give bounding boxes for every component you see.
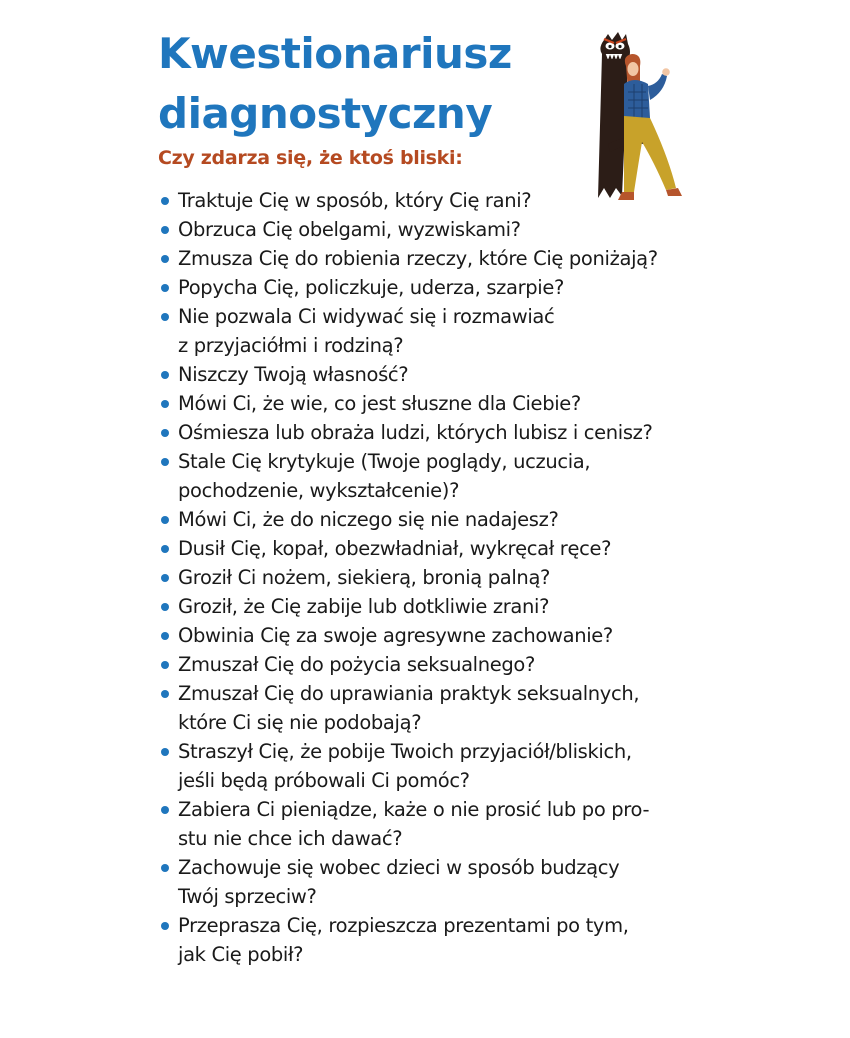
list-item-text: jak Cię pobił? xyxy=(178,943,304,966)
bullet-icon xyxy=(161,603,169,611)
bullet-icon xyxy=(161,574,169,582)
section-subtitle: Czy zdarza się, że ktoś bliski: xyxy=(158,147,463,169)
bullet-icon xyxy=(161,806,169,814)
bullet-icon xyxy=(161,661,169,669)
list-item-text: Zmuszał Cię do pożycia seksualnego? xyxy=(178,653,536,676)
list-item-text: Mówi Ci, że wie, co jest słuszne dla Ciebie? xyxy=(178,392,581,415)
list-item-text: Groził Ci nożem, siekierą, bronią palną? xyxy=(178,566,551,589)
bullet-icon xyxy=(161,748,169,756)
list-item-text: Stale Cię krytykuje (Twoje poglądy, uczucia, xyxy=(178,450,591,473)
list-item-text: Straszył Cię, że pobije Twoich przyjaciół/bliskich, xyxy=(178,740,632,763)
bullet-icon xyxy=(161,255,169,263)
page-title: Kwestionariusz diagnostyczny xyxy=(158,29,512,138)
list-item xyxy=(158,911,718,969)
list-item xyxy=(158,186,718,215)
list-item-text: Groził, że Cię zabije lub dotkliwie zrani? xyxy=(178,595,550,618)
list-item xyxy=(158,534,718,563)
list-item xyxy=(158,505,718,534)
list-item-text: Niszczy Twoją własność? xyxy=(178,363,409,386)
bullet-icon xyxy=(161,197,169,205)
list-item-text: Zachowuje się wobec dzieci w sposób budzący xyxy=(178,856,620,879)
woman-with-monster-illustration xyxy=(588,26,698,206)
bullet-icon xyxy=(161,864,169,872)
list-item-text: z przyjaciółmi i rodziną? xyxy=(178,334,404,357)
bullet-icon xyxy=(161,226,169,234)
list-item-text: Zmusza Cię do robienia rzeczy, które Cię poniżają? xyxy=(178,247,658,270)
list-item-text: Obrzuca Cię obelgami, wyzwiskami? xyxy=(178,218,521,241)
list-item xyxy=(158,302,718,360)
list-item xyxy=(158,389,718,418)
list-item-text: Nie pozwala Ci widywać się i rozmawiać xyxy=(178,305,555,328)
list-item xyxy=(158,418,718,447)
list-item-text: które Ci się nie podobają? xyxy=(178,711,422,734)
bullet-icon xyxy=(161,400,169,408)
bullet-icon xyxy=(161,545,169,553)
list-item xyxy=(158,215,718,244)
list-item-text: stu nie chce ich dawać? xyxy=(178,827,403,850)
list-item xyxy=(158,853,718,911)
bullet-icon xyxy=(161,313,169,321)
list-item xyxy=(158,273,718,302)
list-item xyxy=(158,737,718,795)
bullet-icon xyxy=(161,371,169,379)
list-item-text: Zabiera Ci pieniądze, każe o nie prosić lub po pro- xyxy=(178,798,650,821)
list-item xyxy=(158,360,718,389)
list-item-text: Ośmiesza lub obraża ludzi, których lubisz i cenisz? xyxy=(178,421,653,444)
bullet-icon xyxy=(161,922,169,930)
list-item-text: Dusił Cię, kopał, obezwładniał, wykręcał ręce? xyxy=(178,537,612,560)
list-item-text: Obwinia Cię za swoje agresywne zachowanie? xyxy=(178,624,613,647)
list-item xyxy=(158,650,718,679)
bullet-icon xyxy=(161,429,169,437)
list-item-text: Zmuszał Cię do uprawiania praktyk seksualnych, xyxy=(178,682,640,705)
list-item xyxy=(158,592,718,621)
bullet-icon xyxy=(161,516,169,524)
list-item-text: jeśli będą próbowali Ci pomóc? xyxy=(178,769,470,792)
list-item xyxy=(158,795,718,853)
bullet-icon xyxy=(161,690,169,698)
list-item-text: Popycha Cię, policzkuje, uderza, szarpie? xyxy=(178,276,565,299)
list-item xyxy=(158,621,718,650)
list-item-text: pochodzenie, wykształcenie)? xyxy=(178,479,460,502)
bullet-icon xyxy=(161,284,169,292)
list-item-text: Przeprasza Cię, rozpieszcza prezentami po tym, xyxy=(178,914,629,937)
list-item-text: Traktuje Cię w sposób, który Cię rani? xyxy=(178,189,532,212)
question-list xyxy=(158,186,718,969)
list-item xyxy=(158,563,718,592)
list-item-text: Mówi Ci, że do niczego się nie nadajesz? xyxy=(178,508,559,531)
list-item xyxy=(158,679,718,737)
bullet-icon xyxy=(161,458,169,466)
list-item xyxy=(158,447,718,505)
list-item-text: Twój sprzeciw? xyxy=(178,885,317,908)
list-item xyxy=(158,244,718,273)
bullet-icon xyxy=(161,632,169,640)
